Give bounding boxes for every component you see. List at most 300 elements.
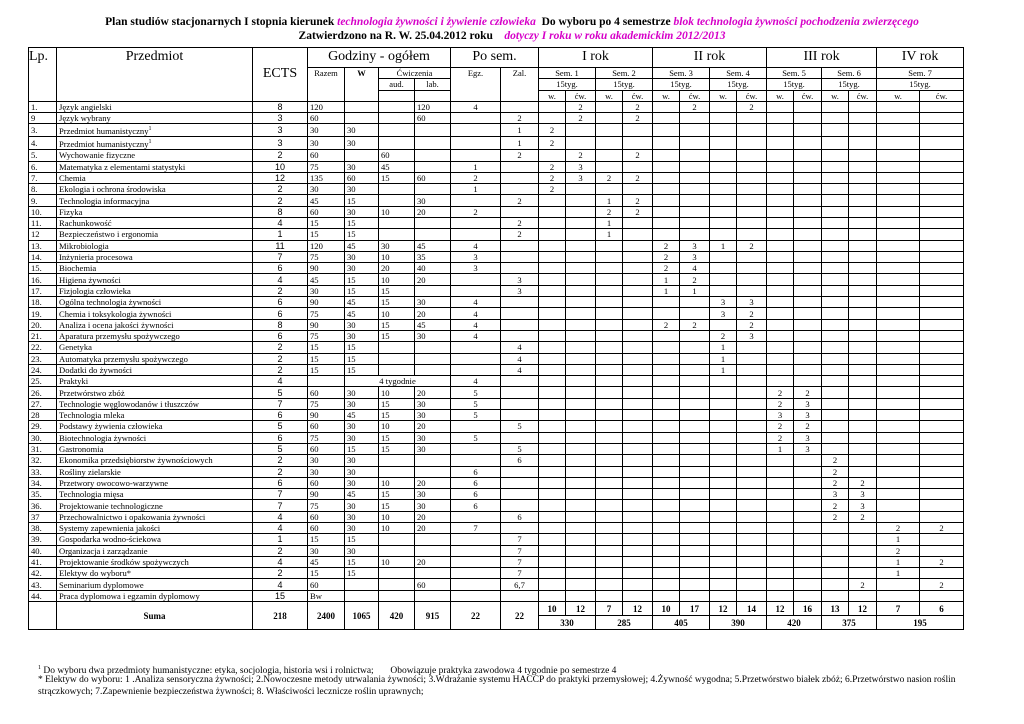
row-sem-value (794, 240, 822, 251)
row-sem-value (920, 500, 964, 511)
row-sem-value (710, 511, 737, 522)
row-sem-value (767, 534, 794, 545)
row-sem-value (623, 319, 653, 330)
row-lp: 41. (29, 556, 57, 567)
row-egz: 6 (451, 489, 501, 500)
row-lp: 27. (29, 398, 57, 409)
row-sem-value: 2 (623, 101, 653, 112)
table-row (29, 263, 964, 274)
row-sem-value: 2 (653, 240, 680, 251)
row-sem-value: 2 (920, 556, 964, 567)
row-sem-value (920, 308, 964, 319)
row-sem-value (877, 285, 920, 296)
row-egz (451, 342, 501, 353)
row-sem-value (877, 466, 920, 477)
row-sem-value (539, 398, 566, 409)
row-ects: 8 (253, 319, 308, 330)
header-exercise: ćw. (794, 90, 822, 101)
row-sem-value (920, 511, 964, 522)
row-sem-value (794, 353, 822, 364)
row-sem-value (877, 489, 920, 500)
row-sem-value (767, 579, 794, 590)
row-razem: 15 (308, 217, 345, 228)
row-sem-value (822, 387, 849, 398)
row-lp: 6. (29, 161, 57, 172)
row-sem-value (623, 353, 653, 364)
row-sem-value (539, 568, 566, 579)
row-sem-value (794, 172, 822, 183)
row-sem-value (710, 466, 737, 477)
row-egz: 3 (451, 251, 501, 262)
row-subject: Gospodarka wodno-ściekowa (57, 534, 253, 545)
row-lab (415, 217, 451, 228)
footnote-mark: 1 (38, 665, 41, 671)
row-razem: 135 (308, 172, 345, 183)
row-egz (451, 568, 501, 579)
row-sem-value (623, 274, 653, 285)
row-sem-value (566, 556, 596, 567)
row-lab: 20 (415, 523, 451, 534)
row-w: 30 (345, 500, 379, 511)
row-sem-value (849, 421, 877, 432)
row-sem-value (710, 206, 737, 217)
header-lecture: w. (653, 90, 680, 101)
row-sem-value (539, 443, 566, 454)
footnote-mark: 1 (148, 126, 152, 133)
row-sem-value (822, 432, 849, 443)
row-sem-value (877, 421, 920, 432)
row-w: 30 (345, 545, 379, 556)
row-sem-value (710, 274, 737, 285)
row-lab: 60 (415, 113, 451, 124)
row-w: 15 (345, 568, 379, 579)
row-lp: 14. (29, 251, 57, 262)
row-subject: Genetyka (57, 342, 253, 353)
row-razem: 30 (308, 137, 345, 150)
row-sem-value (767, 101, 794, 112)
table-row (29, 477, 964, 488)
row-sem-value (849, 568, 877, 579)
row-aud: 15 (379, 398, 415, 409)
row-sem-value: 1 (877, 556, 920, 567)
row-sem-value (822, 545, 849, 556)
row-subject: Projektowanie technologiczne (57, 500, 253, 511)
row-sem-value (794, 137, 822, 150)
row-sem-value (737, 206, 767, 217)
row-sem-value (566, 466, 596, 477)
row-sem-value (596, 319, 623, 330)
row-sem-value: 1 (653, 274, 680, 285)
row-sem-value (623, 285, 653, 296)
row-aud (379, 113, 415, 124)
row-razem: 90 (308, 319, 345, 330)
row-razem: 120 (308, 240, 345, 251)
row-sem-value (566, 568, 596, 579)
row-sem-value (680, 364, 710, 375)
row-lp: 4. (29, 137, 57, 150)
row-razem: 60 (308, 387, 345, 398)
row-sem-value (680, 477, 710, 488)
row-lab: 20 (415, 206, 451, 217)
row-sem-value: 2 (623, 206, 653, 217)
row-sem-value (877, 137, 920, 150)
row-ects: 7 (253, 489, 308, 500)
table-row (29, 184, 964, 195)
row-razem: 15 (308, 342, 345, 353)
row-sem-value (623, 364, 653, 375)
row-sem-value (737, 342, 767, 353)
table-row (29, 466, 964, 477)
table-row (29, 455, 964, 466)
row-w: 30 (345, 511, 379, 522)
row-sem-value (680, 387, 710, 398)
row-sem-value: 1 (596, 195, 623, 206)
row-aud: 10 (379, 206, 415, 217)
row-sem-value (680, 534, 710, 545)
header-sem1: Sem. 1 (539, 68, 596, 79)
row-sem-value (794, 568, 822, 579)
row-sem-value (767, 137, 794, 150)
row-sem-value (920, 342, 964, 353)
row-egz (451, 421, 501, 432)
row-sem-value (877, 376, 920, 387)
row-razem: 15 (308, 534, 345, 545)
row-zal: 6 (501, 455, 539, 466)
row-razem: 60 (308, 150, 345, 161)
row-w: 15 (345, 285, 379, 296)
row-sem-value (710, 534, 737, 545)
row-sem-value (539, 113, 566, 124)
row-sem-value (539, 421, 566, 432)
row-sem-value (767, 319, 794, 330)
row-sem-value: 2 (623, 195, 653, 206)
row-sem-value (680, 568, 710, 579)
row-sem-value (877, 590, 920, 601)
table-row (29, 319, 964, 330)
row-sem-value (680, 443, 710, 454)
row-ects: 4 (253, 217, 308, 228)
row-sem-value (710, 113, 737, 124)
row-lp: 17. (29, 285, 57, 296)
row-sem-value: 2 (680, 319, 710, 330)
row-subject: Język wybrany (57, 113, 253, 124)
row-sem-value (822, 556, 849, 567)
row-sem-value (596, 113, 623, 124)
row-lp: 22. (29, 342, 57, 353)
sum-semester-total: 390 (710, 616, 767, 630)
row-subject: Ekonomika przedsiębiorstw żywnościowych (57, 455, 253, 466)
row-sem-value (596, 455, 623, 466)
row-sem-value (680, 545, 710, 556)
row-sem-value (920, 410, 964, 421)
row-aud: 10 (379, 511, 415, 522)
row-ects: 10 (253, 161, 308, 172)
row-sem-value (596, 410, 623, 421)
header-lecture: w. (596, 90, 623, 101)
row-razem (308, 376, 345, 387)
row-sem-value (653, 590, 680, 601)
row-lab (415, 229, 451, 240)
row-sem-value (737, 432, 767, 443)
row-sem-value: 3 (680, 251, 710, 262)
row-sem-value (653, 421, 680, 432)
row-aud: 10 (379, 523, 415, 534)
row-sem-value (596, 184, 623, 195)
row-sem-value: 2 (737, 308, 767, 319)
header-lecture: w. (877, 90, 920, 101)
row-sem-value (920, 263, 964, 274)
row-sem-value (596, 124, 623, 137)
row-razem: 60 (308, 443, 345, 454)
header-razem: Razem (308, 68, 345, 102)
row-sem-value: 2 (737, 101, 767, 112)
row-subject: Dodatki do żywności (57, 364, 253, 375)
row-sem-value (877, 455, 920, 466)
row-sem-value (737, 511, 767, 522)
row-lp: 43. (29, 579, 57, 590)
row-lp: 18. (29, 297, 57, 308)
header-sem3: Sem. 3 (653, 68, 710, 79)
row-sem-value (539, 150, 566, 161)
sum-zal: 22 (501, 602, 539, 630)
row-sem-value (794, 330, 822, 341)
row-aud (379, 217, 415, 228)
row-sem-value (767, 568, 794, 579)
row-subject: Chemia (57, 172, 253, 183)
row-w: 15 (345, 195, 379, 206)
row-ects: 3 (253, 113, 308, 124)
row-sem-value (653, 387, 680, 398)
sum-sem-value: 12 (710, 602, 737, 616)
row-sem-value (737, 387, 767, 398)
row-sem-value (710, 556, 737, 567)
row-aud: 10 (379, 421, 415, 432)
row-sem-value (653, 579, 680, 590)
row-aud: 10 (379, 477, 415, 488)
row-sem-value (680, 124, 710, 137)
row-sem-value (596, 421, 623, 432)
row-razem: 120 (308, 101, 345, 112)
row-sem-value (710, 523, 737, 534)
row-sem-value (822, 285, 849, 296)
row-lab: 30 (415, 195, 451, 206)
row-egz (451, 590, 501, 601)
table-row (29, 285, 964, 296)
row-sem-value (566, 342, 596, 353)
row-sem-value (680, 489, 710, 500)
row-sem-value: 3 (566, 161, 596, 172)
row-sem-value: 2 (623, 172, 653, 183)
row-w (345, 101, 379, 112)
row-lp: 25. (29, 376, 57, 387)
table-row (29, 500, 964, 511)
row-subject: Język angielski (57, 101, 253, 112)
row-sem-value (596, 477, 623, 488)
row-sem-value: 1 (596, 217, 623, 228)
row-sem-value (877, 124, 920, 137)
row-subject: Rośliny zielarskie (57, 466, 253, 477)
row-sem-value (623, 568, 653, 579)
row-sem-value (623, 466, 653, 477)
row-zal: 6,7 (501, 579, 539, 590)
row-sem-value (596, 523, 623, 534)
row-sem-value (737, 489, 767, 500)
table-row (29, 124, 964, 137)
row-w: 15 (345, 274, 379, 285)
sum-w: 1065 (345, 602, 379, 630)
row-egz (451, 364, 501, 375)
row-lab (415, 545, 451, 556)
table-row (29, 240, 964, 251)
row-sem-value (566, 184, 596, 195)
row-subject (57, 124, 253, 137)
row-sem-value (822, 376, 849, 387)
row-sem-value (680, 523, 710, 534)
row-sem-value (566, 511, 596, 522)
row-sem-value (710, 229, 737, 240)
row-egz (451, 579, 501, 590)
row-zal (501, 432, 539, 443)
row-sem-value (767, 590, 794, 601)
row-aud (379, 229, 415, 240)
row-sem-value (596, 342, 623, 353)
row-egz: 2 (451, 206, 501, 217)
row-lp: 33. (29, 466, 57, 477)
row-sem-value (680, 172, 710, 183)
row-sem-value (539, 101, 566, 112)
row-lab (415, 466, 451, 477)
row-sem-value (849, 274, 877, 285)
row-w: 60 (345, 172, 379, 183)
row-sem-value (794, 376, 822, 387)
row-ects: 4 (253, 511, 308, 522)
row-sem-value (794, 124, 822, 137)
header-year4: IV rok (877, 48, 964, 68)
row-lp: 32. (29, 455, 57, 466)
header-sem7: Sem. 7 (877, 68, 964, 79)
table-row (29, 364, 964, 375)
row-sem-value (566, 285, 596, 296)
row-sem-value (877, 330, 920, 341)
row-sem-value (737, 376, 767, 387)
row-sem-value (623, 124, 653, 137)
row-sem-value: 1 (877, 534, 920, 545)
row-ects: 7 (253, 500, 308, 511)
row-subject: Systemy zapewnienia jakości (57, 523, 253, 534)
row-w: 15 (345, 364, 379, 375)
row-aud: 15 (379, 443, 415, 454)
row-sem-value (794, 590, 822, 601)
row-sem-value (822, 590, 849, 601)
row-sem-value (653, 308, 680, 319)
row-sem-value (794, 534, 822, 545)
row-aud: 15 (379, 297, 415, 308)
row-lab: 30 (415, 489, 451, 500)
header-year1: I rok (539, 48, 653, 68)
row-sem-value (877, 308, 920, 319)
row-sem-value (920, 590, 964, 601)
row-sem-value (539, 251, 566, 262)
row-zal: 2 (501, 113, 539, 124)
row-sem-value (767, 364, 794, 375)
row-sem-value (623, 387, 653, 398)
row-sem-value: 1 (710, 240, 737, 251)
row-sem-value (653, 124, 680, 137)
row-razem: 30 (308, 455, 345, 466)
row-lab: 35 (415, 251, 451, 262)
sum-ects: 218 (253, 602, 308, 630)
row-razem: 60 (308, 579, 345, 590)
row-sem-value (849, 590, 877, 601)
row-subject: Elektyw do wyboru* (57, 568, 253, 579)
row-sem-value (794, 297, 822, 308)
row-ects: 4 (253, 274, 308, 285)
row-sem-value (737, 124, 767, 137)
row-w: 30 (345, 251, 379, 262)
row-sem-value (822, 274, 849, 285)
row-sem-value (539, 364, 566, 375)
row-subject: Biotechnologia żywności (57, 432, 253, 443)
row-zal: 4 (501, 342, 539, 353)
row-sem-value (653, 353, 680, 364)
row-subject: Technologia informacyjna (57, 195, 253, 206)
row-subject: Higiena żywności (57, 274, 253, 285)
row-sem-value (539, 319, 566, 330)
row-sem-value (653, 455, 680, 466)
row-sem-value (849, 217, 877, 228)
row-sem-value (653, 523, 680, 534)
row-sem-value: 3 (794, 443, 822, 454)
row-sem-value (653, 229, 680, 240)
row-sem-value (710, 161, 737, 172)
table-row (29, 101, 964, 112)
row-lab (415, 342, 451, 353)
row-sem-value (920, 172, 964, 183)
row-lab (415, 534, 451, 545)
row-sem-value (794, 489, 822, 500)
header-subject: Przedmiot (57, 48, 253, 102)
row-zal: 7 (501, 545, 539, 556)
row-sem-value (849, 432, 877, 443)
row-aud: 45 (379, 161, 415, 172)
row-sem-value (566, 523, 596, 534)
sum-semester-total: 195 (877, 616, 964, 630)
row-sem-value: 2 (737, 319, 767, 330)
row-zal: 4 (501, 353, 539, 364)
table-row (29, 376, 964, 387)
row-lp: 44. (29, 590, 57, 601)
row-sem-value (767, 195, 794, 206)
row-lab: 40 (415, 263, 451, 274)
row-sem-value (794, 251, 822, 262)
row-sem-value (920, 545, 964, 556)
row-aud (379, 568, 415, 579)
sum-sem-value: 6 (920, 602, 964, 616)
row-aud: 10 (379, 387, 415, 398)
row-lp: 11. (29, 217, 57, 228)
row-sem-value (566, 455, 596, 466)
sum-sem-value: 10 (539, 602, 566, 616)
row-sem-value (920, 398, 964, 409)
row-sem-value (849, 297, 877, 308)
row-sem-value (539, 376, 566, 387)
row-sem-value (680, 206, 710, 217)
row-razem: 90 (308, 410, 345, 421)
header-exercise: ćw. (680, 90, 710, 101)
row-sem-value (849, 308, 877, 319)
row-sem-value (822, 443, 849, 454)
row-lab: 120 (415, 101, 451, 112)
